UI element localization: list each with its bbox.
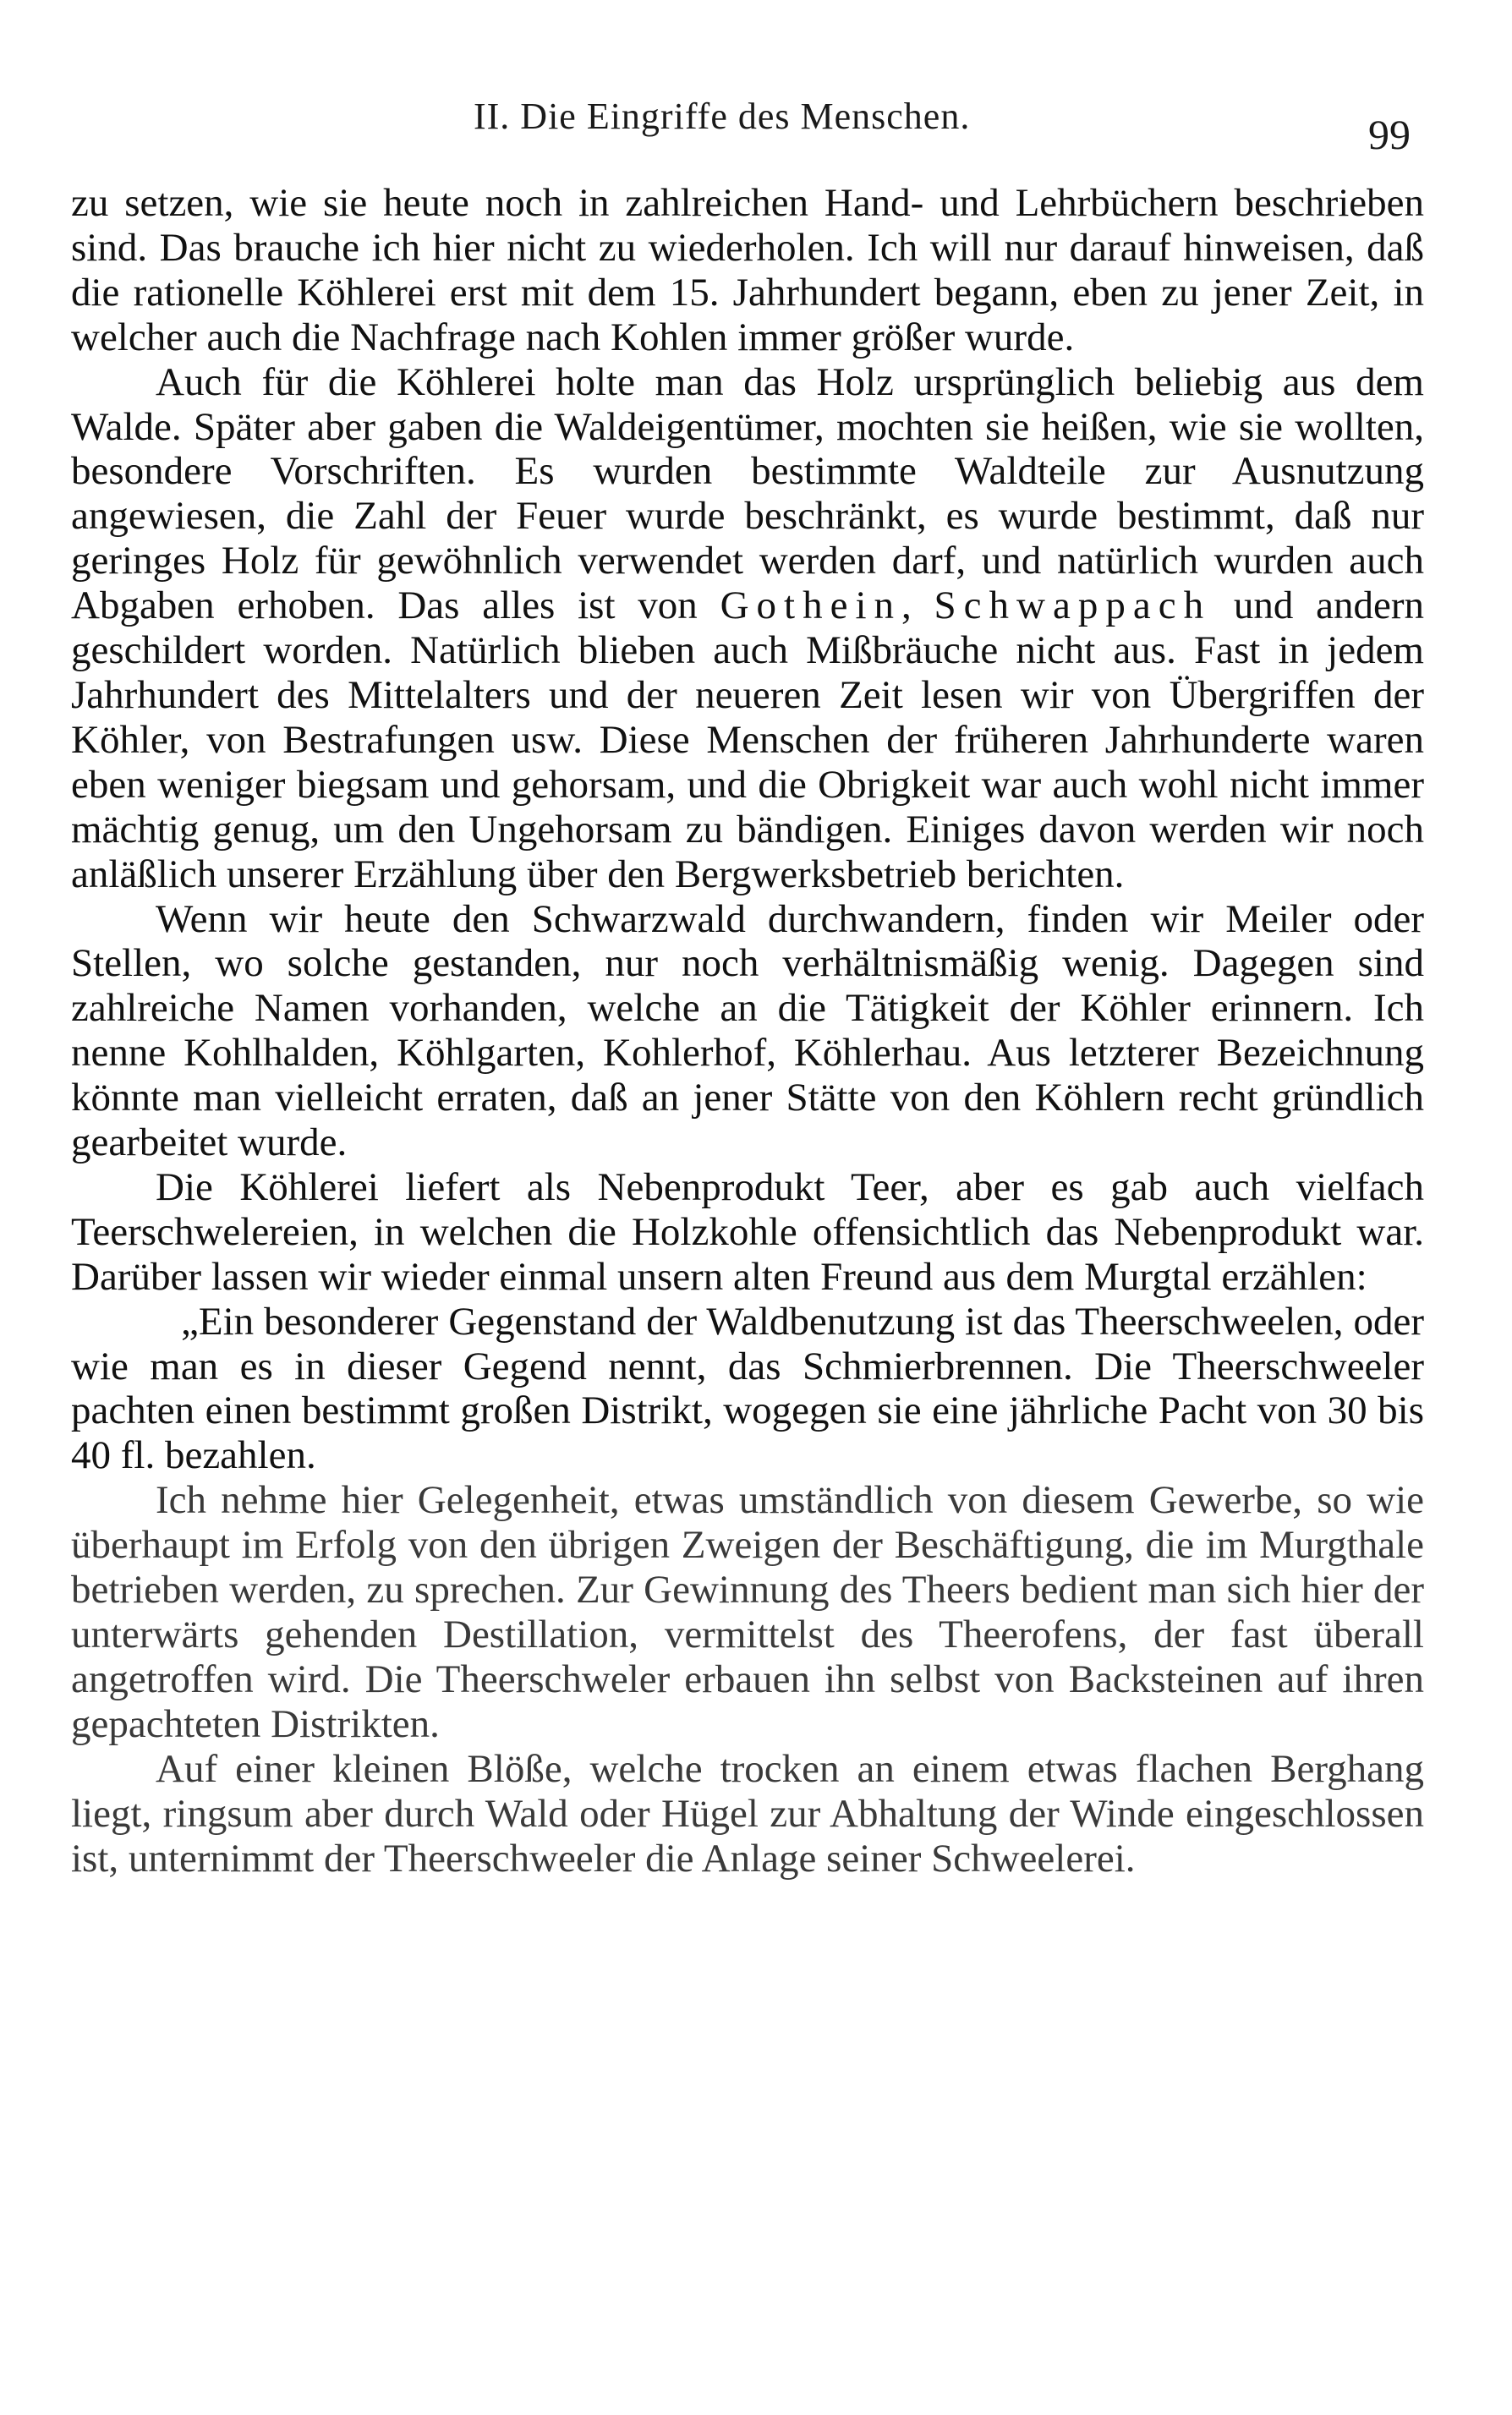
paragraph-tar-kiln-site: Auf einer kleinen Blöße, welche trocken an einem etwas flachen Berghang liegt, ringsum aber durch Wald oder Hügel zur Abhaltung der Winde eingeschlossen ist, unternimmt der Theerschweeler die Anlage seiner Schweelerei. [71,1746,1424,1881]
body-text [71,181,1424,1881]
paragraph-place-names: Wenn wir heute den Schwarzwald durchwandern, finden wir Meiler oder Stellen, wo solche gestanden, nur noch verhältnismäßig wenig. Dagegen sind zahlreiche Namen vorhanden, welche an die Tätigkeit der Köhler erinnern. Ich nenne Kohlhalden, Köhlgarten, Kohlerhof, Köhlerhau. Aus letzterer Bezeichnung könnte man vielleicht erraten, daß an jener Stätte von den Köhlern recht gründlich gearbeitet wurde. [71,896,1424,1165]
name-separator: , [901,583,934,628]
paragraph-tar-by-product: Die Köhlerei liefert als Nebenprodukt Teer, aber es gab auch vielfach Teerschwelereien, in welchen die Holzkohle offensichtlich das Nebenprodukt war. Darüber lassen wir wieder einmal unsern alten Freund aus dem Murgtal erzählen: [71,1164,1424,1299]
paragraph-text-before: Auch für die Köhlerei holte man das Holz ursprünglich beliebig aus dem Walde. Später aber gaben die Waldeigentümer, mochten sie heißen, wie sie wollten, besondere Vorschriften. Es wurden bestimmte Waldteile zur Ausnutzung angewiesen, die Zahl der Feuer wurde beschränkt, es wurde bestimmt, daß nur geringes Holz für gewöhnlich verwendet werden darf, und natürlich wurden auch Abgaben erhoben. Das alles ist von [71,359,1424,628]
paragraph-koehlerei-regulations [71,360,1424,897]
quotation-paragraph: „Ein besonderer Gegenstand der Waldbenutzung ist das Theerschweelen, oder wie man es in dieser Gegend nennt, das Schmierbrennen. Die Theerschweeler pachten einen bestimmt großen Distrikt, wogegen sie eine jährliche Pacht von 30 bis 40 fl. bezahlen. [71,1299,1424,1478]
running-head [0,95,1512,158]
author-name-schwappach: Schwappach [934,583,1212,628]
author-name-gothein: Gothein [720,583,902,628]
page-number: 99 [1368,111,1411,158]
paragraph-continuation: zu setzen, wie sie heute noch in zahlreichen Hand- und Lehrbüchern beschrieben sind. Das brauche ich hier nicht zu wiederholen. Ich will nur darauf hinweisen, daß die rationelle Köhlerei erst mit dem 15. Jahrhundert begann, eben zu jener Zeit, in welcher auch die Nachfrage nach Kohlen immer größer wurde. [71,181,1424,359]
running-title: II. Die Eingriffe des Menschen. [474,96,971,137]
paragraph-tar-distillation: Ich nehme hier Gelegenheit, etwas umständlich von diesem Gewerbe, so wie überhaupt im Erfolg von den übrigen Zweigen der Beschäftigung, die im Murgthale betrieben werden, zu sprechen. Zur Gewinnung des Theers bedient man sich hier der unterwärts gehenden Destillation, vermittelst des Theerofens, der fast überall angetroffen wird. Die Theerschweler erbauen ihn selbst von Backsteinen auf ihren gepachteten Distrikten. [71,1478,1424,1746]
paragraph-text-after: und andern geschildert worden. Natürlich blieben auch Mißbräuche nicht aus. Fast in jedem Jahrhundert des Mittelalters und der neueren Zeit lesen wir von Übergriffen der Köhler, von Bestrafungen usw. Diese Menschen der früheren Jahrhunderte waren eben weniger biegsam und gehorsam, und die Obrigkeit war auch wohl nicht immer mächtig genug, um den Ungehorsam zu bändigen. Einiges davon werden wir noch anläßlich unserer Erzählung über den Bergwerksbetrieb berichten. [71,583,1425,896]
